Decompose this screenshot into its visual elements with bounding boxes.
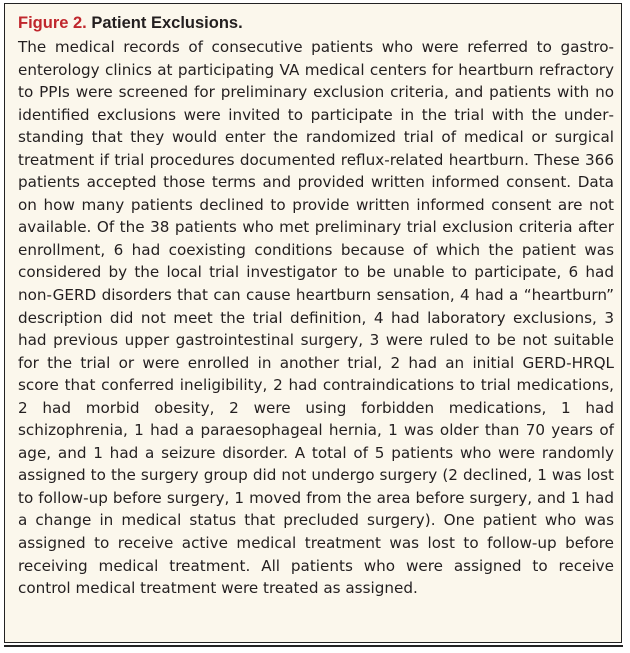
figure-caption (18, 12, 614, 600)
caption-body: The medical records of consecutive patients who were referred to gastroenterology clinics at participating VA medical centers for heartburn refractory to PPIs were screened for preliminary exclusion criteria, and patients with no identified exclusions were invited to participate in the trial with the understanding that they would enter the randomized trial of medical or surgical treatment if trial procedures documented reflux-related heartburn. These 366 patients accepted those terms and provided written informed consent. Data on how many patients declined to provide written informed consent are not available. Of the 38 patients who met preliminary trial exclusion criteria after enrollment, 6 had coexisting conditions because of which the patient was considered by the local trial investigator to be unable to participate, 6 had non-GERD disorders that can cause heartburn sensation, 4 had a “heartburn” description did not meet the trial definition, 4 had laboratory exclusions, 3 had previous upper gastrointestinal surgery, 3 were ruled to be not suitable for the trial or were enrolled in another trial, 2 had an initial GERD-HRQL score that conferred ineligibility, 2 had contraindications to trial medications, 2 had morbid obesity, 2 were using forbidden medications, 1 had schizophrenia, 1 had a paraesophageal hernia, 1 was older than 70 years of age, and 1 had a seizure disorder. A total of 5 patients who were randomly assigned to the surgery group did not undergo surgery (2 declined, 1 was lost to follow-up before surgery, 1 moved from the area before surgery, and 1 had a change in medical status that precluded surgery). One patient who was assigned to receive active medical treatment was lost to follow-up before receiving medical treatment. All patients who were assigned to receive control medical treatment were treated as assigned. (18, 38, 614, 598)
figure-label: Figure 2. (18, 14, 87, 32)
figure-title: Patient Exclusions. (91, 14, 243, 32)
caption-title (18, 12, 614, 34)
figure-caption-box (4, 3, 622, 643)
